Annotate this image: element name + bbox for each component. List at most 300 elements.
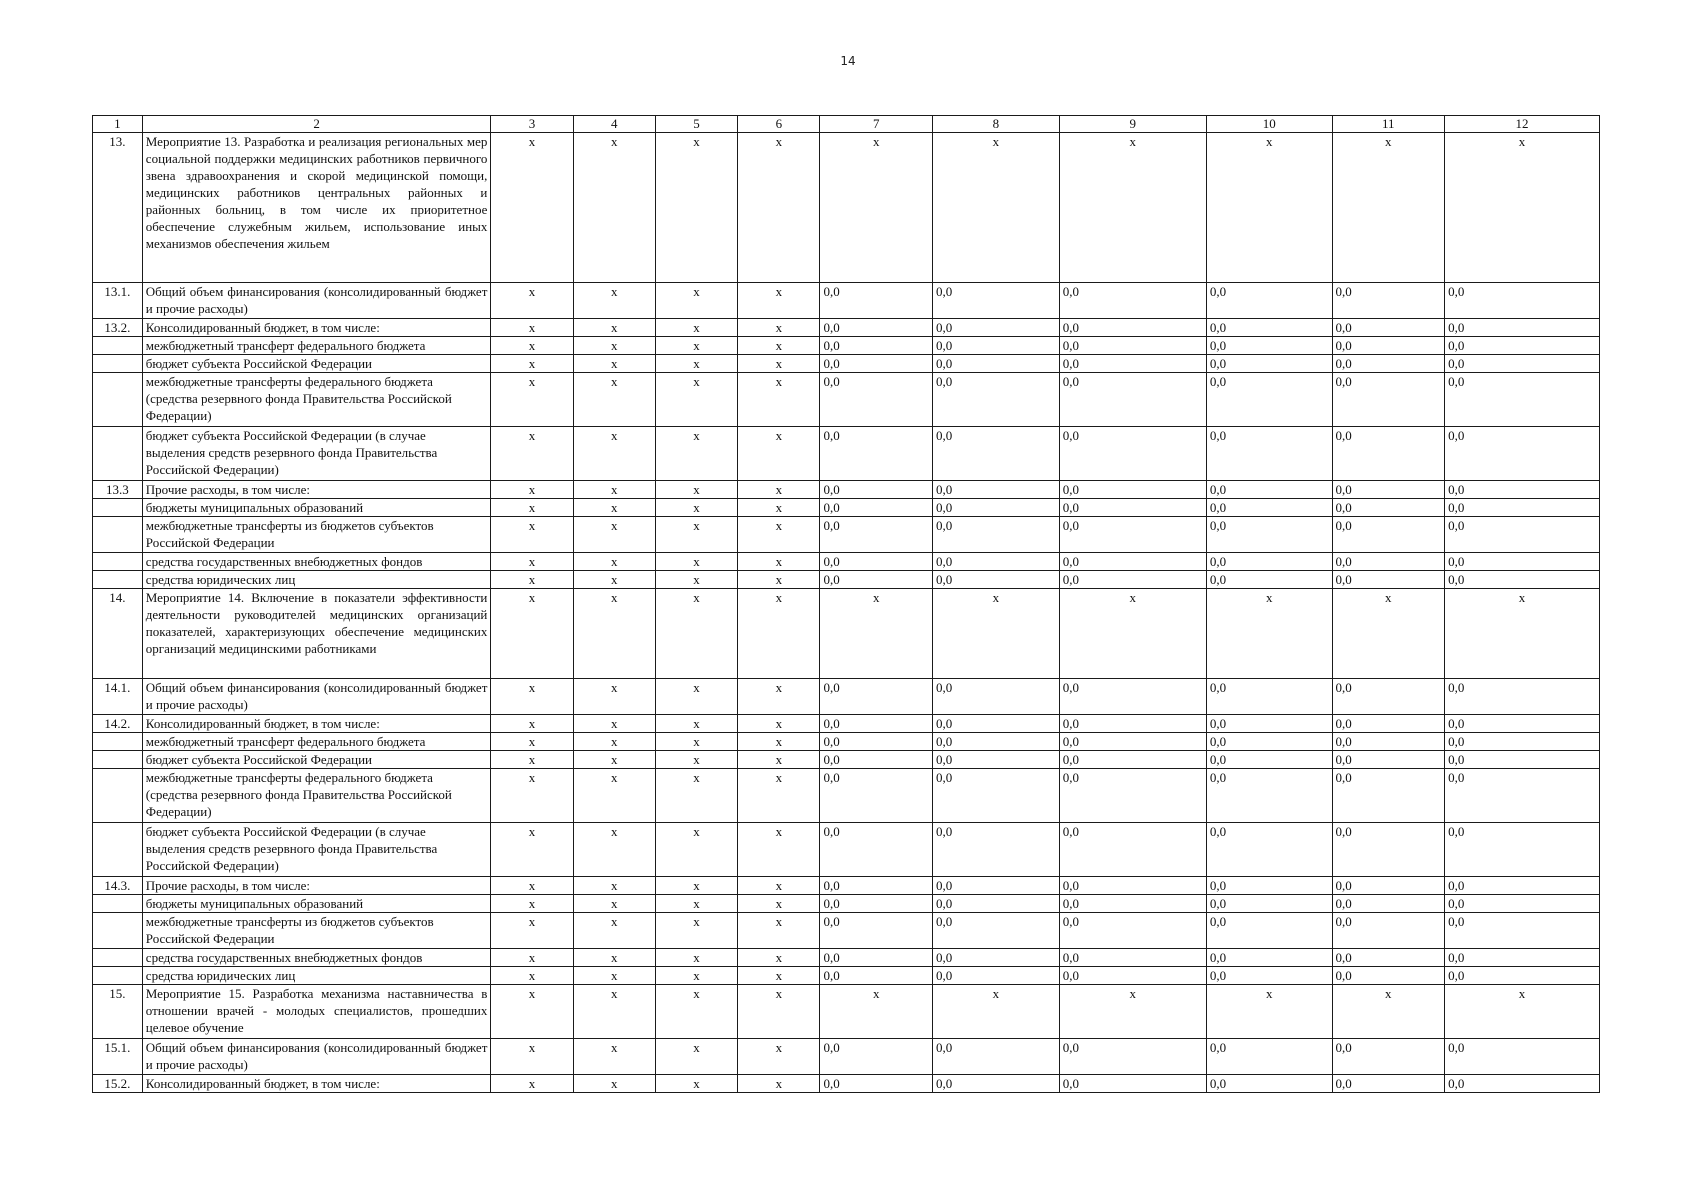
- value-cell: x: [655, 337, 737, 355]
- table-row: [93, 679, 1600, 715]
- value-cell: x: [491, 1039, 573, 1075]
- value-cell: 0,0: [820, 751, 933, 769]
- table-row: [93, 589, 1600, 679]
- value-cell: x: [738, 373, 820, 427]
- value-cell: 0,0: [1059, 751, 1206, 769]
- value-cell: x: [655, 373, 737, 427]
- value-cell: x: [491, 877, 573, 895]
- value-cell: x: [655, 133, 737, 283]
- value-cell: x: [491, 751, 573, 769]
- value-cell: 0,0: [1445, 373, 1600, 427]
- value-cell: 0,0: [1059, 895, 1206, 913]
- value-cell: x: [573, 1039, 655, 1075]
- value-cell: x: [1332, 985, 1445, 1039]
- value-cell: x: [655, 679, 737, 715]
- value-cell: 0,0: [1332, 373, 1445, 427]
- table-row: [93, 283, 1600, 319]
- value-cell: 0,0: [820, 733, 933, 751]
- value-cell: 0,0: [1332, 355, 1445, 373]
- row-label: Общий объем финансирования (консолидированный бюджет и прочие расходы): [142, 283, 491, 319]
- value-cell: x: [573, 751, 655, 769]
- value-cell: 0,0: [820, 427, 933, 481]
- row-number: [93, 895, 143, 913]
- value-cell: x: [491, 949, 573, 967]
- value-cell: x: [573, 733, 655, 751]
- value-cell: x: [491, 985, 573, 1039]
- value-cell: 0,0: [1332, 499, 1445, 517]
- row-label: межбюджетные трансферты федерального бюджета (средства резервного фонда Правительства Российской Федерации): [142, 769, 491, 823]
- value-cell: 0,0: [1445, 319, 1600, 337]
- row-number: 15.: [93, 985, 143, 1039]
- value-cell: x: [573, 877, 655, 895]
- row-number: [93, 967, 143, 985]
- value-cell: 0,0: [1445, 913, 1600, 949]
- value-cell: x: [491, 895, 573, 913]
- value-cell: 0,0: [820, 877, 933, 895]
- table-row: [93, 319, 1600, 337]
- value-cell: x: [491, 913, 573, 949]
- value-cell: x: [491, 1075, 573, 1093]
- value-cell: x: [655, 1039, 737, 1075]
- value-cell: x: [573, 895, 655, 913]
- value-cell: 0,0: [1206, 769, 1332, 823]
- column-number: 12: [1445, 116, 1600, 133]
- table-row: [93, 337, 1600, 355]
- column-number-row: [93, 116, 1600, 133]
- value-cell: x: [573, 823, 655, 877]
- value-cell: x: [491, 823, 573, 877]
- value-cell: x: [491, 769, 573, 823]
- value-cell: 0,0: [820, 715, 933, 733]
- row-label: межбюджетный трансферт федерального бюджета: [142, 733, 491, 751]
- column-number: 11: [1332, 116, 1445, 133]
- column-number: 9: [1059, 116, 1206, 133]
- value-cell: 0,0: [1445, 283, 1600, 319]
- value-cell: 0,0: [1445, 769, 1600, 823]
- value-cell: 0,0: [1445, 949, 1600, 967]
- row-number: 15.2.: [93, 1075, 143, 1093]
- value-cell: 0,0: [933, 481, 1060, 499]
- value-cell: x: [738, 679, 820, 715]
- value-cell: x: [738, 1039, 820, 1075]
- value-cell: x: [655, 319, 737, 337]
- value-cell: x: [491, 967, 573, 985]
- row-label: Мероприятие 15. Разработка механизма наставничества в отношении врачей - молодых специалистов, прошедших целевое обучение: [142, 985, 491, 1039]
- value-cell: 0,0: [933, 769, 1060, 823]
- value-cell: 0,0: [1332, 1039, 1445, 1075]
- value-cell: 0,0: [820, 967, 933, 985]
- row-label: Консолидированный бюджет, в том числе:: [142, 319, 491, 337]
- value-cell: 0,0: [1332, 877, 1445, 895]
- table-row: [93, 985, 1600, 1039]
- column-number: 3: [491, 116, 573, 133]
- value-cell: x: [655, 355, 737, 373]
- table-row: [93, 553, 1600, 571]
- row-label: Консолидированный бюджет, в том числе:: [142, 1075, 491, 1093]
- table-row: [93, 499, 1600, 517]
- row-label: межбюджетные трансферты из бюджетов субъектов Российской Федерации: [142, 913, 491, 949]
- row-label: бюджеты муниципальных образований: [142, 499, 491, 517]
- value-cell: x: [573, 679, 655, 715]
- value-cell: 0,0: [1059, 733, 1206, 751]
- value-cell: x: [738, 733, 820, 751]
- table-row: [93, 427, 1600, 481]
- column-number: 5: [655, 116, 737, 133]
- value-cell: 0,0: [820, 949, 933, 967]
- value-cell: 0,0: [1059, 337, 1206, 355]
- value-cell: 0,0: [1206, 337, 1332, 355]
- value-cell: x: [738, 319, 820, 337]
- value-cell: 0,0: [1059, 823, 1206, 877]
- column-number: 1: [93, 116, 143, 133]
- value-cell: 0,0: [1059, 283, 1206, 319]
- row-label: средства юридических лиц: [142, 967, 491, 985]
- row-number: 14.1.: [93, 679, 143, 715]
- value-cell: 0,0: [1332, 571, 1445, 589]
- value-cell: x: [738, 589, 820, 679]
- value-cell: 0,0: [1206, 679, 1332, 715]
- value-cell: 0,0: [1059, 427, 1206, 481]
- row-number: [93, 751, 143, 769]
- value-cell: 0,0: [1206, 715, 1332, 733]
- value-cell: 0,0: [1445, 427, 1600, 481]
- table-row: [93, 895, 1600, 913]
- value-cell: x: [1445, 985, 1600, 1039]
- row-number: [93, 823, 143, 877]
- row-label: межбюджетные трансферты федерального бюджета (средства резервного фонда Правительства Российской Федерации): [142, 373, 491, 427]
- value-cell: 0,0: [1332, 337, 1445, 355]
- value-cell: x: [820, 985, 933, 1039]
- table-row: [93, 373, 1600, 427]
- value-cell: 0,0: [1332, 949, 1445, 967]
- value-cell: x: [738, 1075, 820, 1093]
- value-cell: 0,0: [820, 769, 933, 823]
- value-cell: x: [738, 355, 820, 373]
- value-cell: x: [820, 589, 933, 679]
- column-number: 7: [820, 116, 933, 133]
- value-cell: 0,0: [1059, 715, 1206, 733]
- value-cell: 0,0: [1059, 373, 1206, 427]
- value-cell: x: [738, 769, 820, 823]
- value-cell: x: [738, 553, 820, 571]
- value-cell: x: [655, 517, 737, 553]
- value-cell: x: [1206, 985, 1332, 1039]
- value-cell: 0,0: [1332, 553, 1445, 571]
- value-cell: 0,0: [820, 553, 933, 571]
- row-number: [93, 571, 143, 589]
- row-number: 14.: [93, 589, 143, 679]
- value-cell: x: [655, 823, 737, 877]
- value-cell: 0,0: [933, 679, 1060, 715]
- row-label: Общий объем финансирования (консолидированный бюджет и прочие расходы): [142, 1039, 491, 1075]
- value-cell: 0,0: [820, 571, 933, 589]
- value-cell: 0,0: [820, 481, 933, 499]
- value-cell: 0,0: [933, 283, 1060, 319]
- value-cell: x: [573, 133, 655, 283]
- value-cell: x: [655, 571, 737, 589]
- row-label: Мероприятие 13. Разработка и реализация региональных мер социальной поддержки медицинских работников первичного звена здравоохранения и скорой медицинской помощи, медицинских работников центральных районных и районных больниц, в том числе их приоритетное обеспечение служебным жильем, использование иных механизмов обеспечения жильем: [142, 133, 491, 283]
- value-cell: x: [573, 769, 655, 823]
- value-cell: x: [738, 751, 820, 769]
- table-row: [93, 1075, 1600, 1093]
- value-cell: x: [491, 517, 573, 553]
- value-cell: 0,0: [1445, 895, 1600, 913]
- value-cell: 0,0: [1059, 769, 1206, 823]
- value-cell: 0,0: [1059, 877, 1206, 895]
- row-label: средства государственных внебюджетных фондов: [142, 553, 491, 571]
- value-cell: 0,0: [1206, 949, 1332, 967]
- row-label: бюджет субъекта Российской Федерации (в случае выделения средств резервного фонда Правительства Российской Федерации): [142, 427, 491, 481]
- value-cell: 0,0: [1206, 913, 1332, 949]
- table-row: [93, 517, 1600, 553]
- value-cell: x: [573, 481, 655, 499]
- column-number: 10: [1206, 116, 1332, 133]
- value-cell: 0,0: [933, 967, 1060, 985]
- value-cell: x: [491, 337, 573, 355]
- table-row: [93, 133, 1600, 283]
- row-number: [93, 913, 143, 949]
- value-cell: 0,0: [1445, 733, 1600, 751]
- value-cell: 0,0: [1445, 481, 1600, 499]
- value-cell: 0,0: [1059, 355, 1206, 373]
- column-number: 6: [738, 116, 820, 133]
- value-cell: 0,0: [1445, 877, 1600, 895]
- value-cell: x: [738, 913, 820, 949]
- value-cell: 0,0: [1206, 1075, 1332, 1093]
- value-cell: x: [573, 355, 655, 373]
- value-cell: 0,0: [933, 355, 1060, 373]
- table-row: [93, 877, 1600, 895]
- value-cell: 0,0: [933, 337, 1060, 355]
- value-cell: 0,0: [820, 499, 933, 517]
- value-cell: x: [738, 895, 820, 913]
- table-row: [93, 949, 1600, 967]
- value-cell: x: [491, 733, 573, 751]
- value-cell: 0,0: [820, 679, 933, 715]
- value-cell: x: [1445, 589, 1600, 679]
- value-cell: 0,0: [1059, 1075, 1206, 1093]
- value-cell: x: [738, 517, 820, 553]
- value-cell: x: [573, 967, 655, 985]
- row-number: 15.1.: [93, 1039, 143, 1075]
- value-cell: 0,0: [1206, 517, 1332, 553]
- row-number: 13.2.: [93, 319, 143, 337]
- value-cell: x: [655, 427, 737, 481]
- value-cell: x: [491, 427, 573, 481]
- value-cell: x: [1332, 589, 1445, 679]
- value-cell: x: [573, 499, 655, 517]
- value-cell: x: [491, 133, 573, 283]
- value-cell: x: [1332, 133, 1445, 283]
- value-cell: x: [573, 337, 655, 355]
- value-cell: x: [491, 481, 573, 499]
- value-cell: x: [573, 949, 655, 967]
- value-cell: 0,0: [1206, 355, 1332, 373]
- value-cell: 0,0: [1445, 337, 1600, 355]
- table-row: [93, 571, 1600, 589]
- value-cell: 0,0: [1332, 679, 1445, 715]
- value-cell: 0,0: [820, 355, 933, 373]
- value-cell: 0,0: [1332, 967, 1445, 985]
- column-number: 2: [142, 116, 491, 133]
- value-cell: 0,0: [1445, 967, 1600, 985]
- value-cell: x: [491, 283, 573, 319]
- value-cell: x: [491, 355, 573, 373]
- value-cell: 0,0: [820, 283, 933, 319]
- value-cell: x: [573, 553, 655, 571]
- value-cell: x: [738, 967, 820, 985]
- value-cell: x: [738, 823, 820, 877]
- value-cell: 0,0: [1332, 517, 1445, 553]
- row-label: средства юридических лиц: [142, 571, 491, 589]
- value-cell: 0,0: [933, 1039, 1060, 1075]
- value-cell: x: [491, 679, 573, 715]
- row-label: Мероприятие 14. Включение в показатели эффективности деятельности руководителей медицинских организаций показателей, характеризующих обеспечение медицинских организаций медицинскими работниками: [142, 589, 491, 679]
- value-cell: 0,0: [1445, 751, 1600, 769]
- value-cell: 0,0: [820, 1039, 933, 1075]
- value-cell: 0,0: [1332, 715, 1445, 733]
- row-number: 13.3: [93, 481, 143, 499]
- value-cell: x: [933, 985, 1060, 1039]
- value-cell: x: [1059, 133, 1206, 283]
- value-cell: 0,0: [933, 913, 1060, 949]
- row-number: [93, 517, 143, 553]
- table-row: [93, 751, 1600, 769]
- value-cell: 0,0: [1445, 571, 1600, 589]
- value-cell: 0,0: [933, 751, 1060, 769]
- table-row: [93, 733, 1600, 751]
- value-cell: x: [491, 589, 573, 679]
- row-label: межбюджетный трансферт федерального бюджета: [142, 337, 491, 355]
- value-cell: 0,0: [820, 895, 933, 913]
- row-number: [93, 553, 143, 571]
- value-cell: 0,0: [933, 877, 1060, 895]
- value-cell: x: [738, 949, 820, 967]
- value-cell: x: [655, 1075, 737, 1093]
- value-cell: 0,0: [1206, 373, 1332, 427]
- table-row: [93, 823, 1600, 877]
- value-cell: x: [738, 283, 820, 319]
- value-cell: 0,0: [820, 319, 933, 337]
- value-cell: 0,0: [1059, 499, 1206, 517]
- table-row: [93, 715, 1600, 733]
- value-cell: 0,0: [1206, 1039, 1332, 1075]
- value-cell: 0,0: [1332, 1075, 1445, 1093]
- value-cell: 0,0: [1206, 283, 1332, 319]
- value-cell: x: [655, 481, 737, 499]
- table-row: [93, 481, 1600, 499]
- financing-table: [92, 115, 1600, 1093]
- value-cell: 0,0: [820, 823, 933, 877]
- value-cell: x: [573, 913, 655, 949]
- row-label: бюджеты муниципальных образований: [142, 895, 491, 913]
- row-number: [93, 427, 143, 481]
- value-cell: x: [655, 283, 737, 319]
- row-number: [93, 337, 143, 355]
- value-cell: 0,0: [1059, 913, 1206, 949]
- value-cell: 0,0: [820, 913, 933, 949]
- value-cell: x: [655, 589, 737, 679]
- value-cell: x: [738, 571, 820, 589]
- value-cell: 0,0: [1332, 427, 1445, 481]
- value-cell: x: [820, 133, 933, 283]
- row-number: [93, 499, 143, 517]
- value-cell: x: [655, 985, 737, 1039]
- table-row: [93, 355, 1600, 373]
- value-cell: 0,0: [933, 733, 1060, 751]
- value-cell: x: [1059, 985, 1206, 1039]
- value-cell: x: [573, 1075, 655, 1093]
- value-cell: x: [573, 985, 655, 1039]
- row-label: бюджет субъекта Российской Федерации: [142, 355, 491, 373]
- value-cell: 0,0: [1445, 715, 1600, 733]
- value-cell: 0,0: [933, 949, 1060, 967]
- value-cell: x: [573, 427, 655, 481]
- row-label: Прочие расходы, в том числе:: [142, 481, 491, 499]
- row-label: бюджет субъекта Российской Федерации (в случае выделения средств резервного фонда Правительства Российской Федерации): [142, 823, 491, 877]
- value-cell: x: [1445, 133, 1600, 283]
- value-cell: 0,0: [1206, 895, 1332, 913]
- value-cell: 0,0: [1332, 319, 1445, 337]
- table-row: [93, 1039, 1600, 1075]
- value-cell: 0,0: [1445, 355, 1600, 373]
- value-cell: 0,0: [933, 499, 1060, 517]
- value-cell: x: [933, 133, 1060, 283]
- value-cell: 0,0: [933, 1075, 1060, 1093]
- row-label: Общий объем финансирования (консолидированный бюджет и прочие расходы): [142, 679, 491, 715]
- value-cell: 0,0: [1445, 679, 1600, 715]
- value-cell: 0,0: [1206, 733, 1332, 751]
- value-cell: x: [738, 427, 820, 481]
- value-cell: 0,0: [933, 823, 1060, 877]
- value-cell: x: [655, 553, 737, 571]
- value-cell: x: [573, 283, 655, 319]
- table-row: [93, 967, 1600, 985]
- value-cell: x: [738, 499, 820, 517]
- value-cell: x: [573, 319, 655, 337]
- value-cell: 0,0: [1206, 427, 1332, 481]
- value-cell: 0,0: [933, 571, 1060, 589]
- value-cell: x: [738, 985, 820, 1039]
- value-cell: 0,0: [1332, 769, 1445, 823]
- row-number: 13.: [93, 133, 143, 283]
- value-cell: x: [738, 133, 820, 283]
- value-cell: 0,0: [933, 517, 1060, 553]
- table-row: [93, 769, 1600, 823]
- table-row: [93, 913, 1600, 949]
- value-cell: x: [573, 571, 655, 589]
- value-cell: 0,0: [1059, 517, 1206, 553]
- value-cell: 0,0: [1059, 967, 1206, 985]
- value-cell: x: [573, 715, 655, 733]
- value-cell: 0,0: [933, 427, 1060, 481]
- value-cell: x: [573, 373, 655, 427]
- value-cell: 0,0: [1445, 553, 1600, 571]
- value-cell: 0,0: [1332, 751, 1445, 769]
- value-cell: 0,0: [1206, 499, 1332, 517]
- value-cell: 0,0: [1445, 1039, 1600, 1075]
- row-number: 14.3.: [93, 877, 143, 895]
- value-cell: 0,0: [1206, 571, 1332, 589]
- row-number: 14.2.: [93, 715, 143, 733]
- value-cell: x: [573, 517, 655, 553]
- row-number: [93, 355, 143, 373]
- value-cell: 0,0: [933, 553, 1060, 571]
- value-cell: 0,0: [933, 895, 1060, 913]
- value-cell: x: [491, 715, 573, 733]
- value-cell: x: [655, 895, 737, 913]
- value-cell: x: [655, 769, 737, 823]
